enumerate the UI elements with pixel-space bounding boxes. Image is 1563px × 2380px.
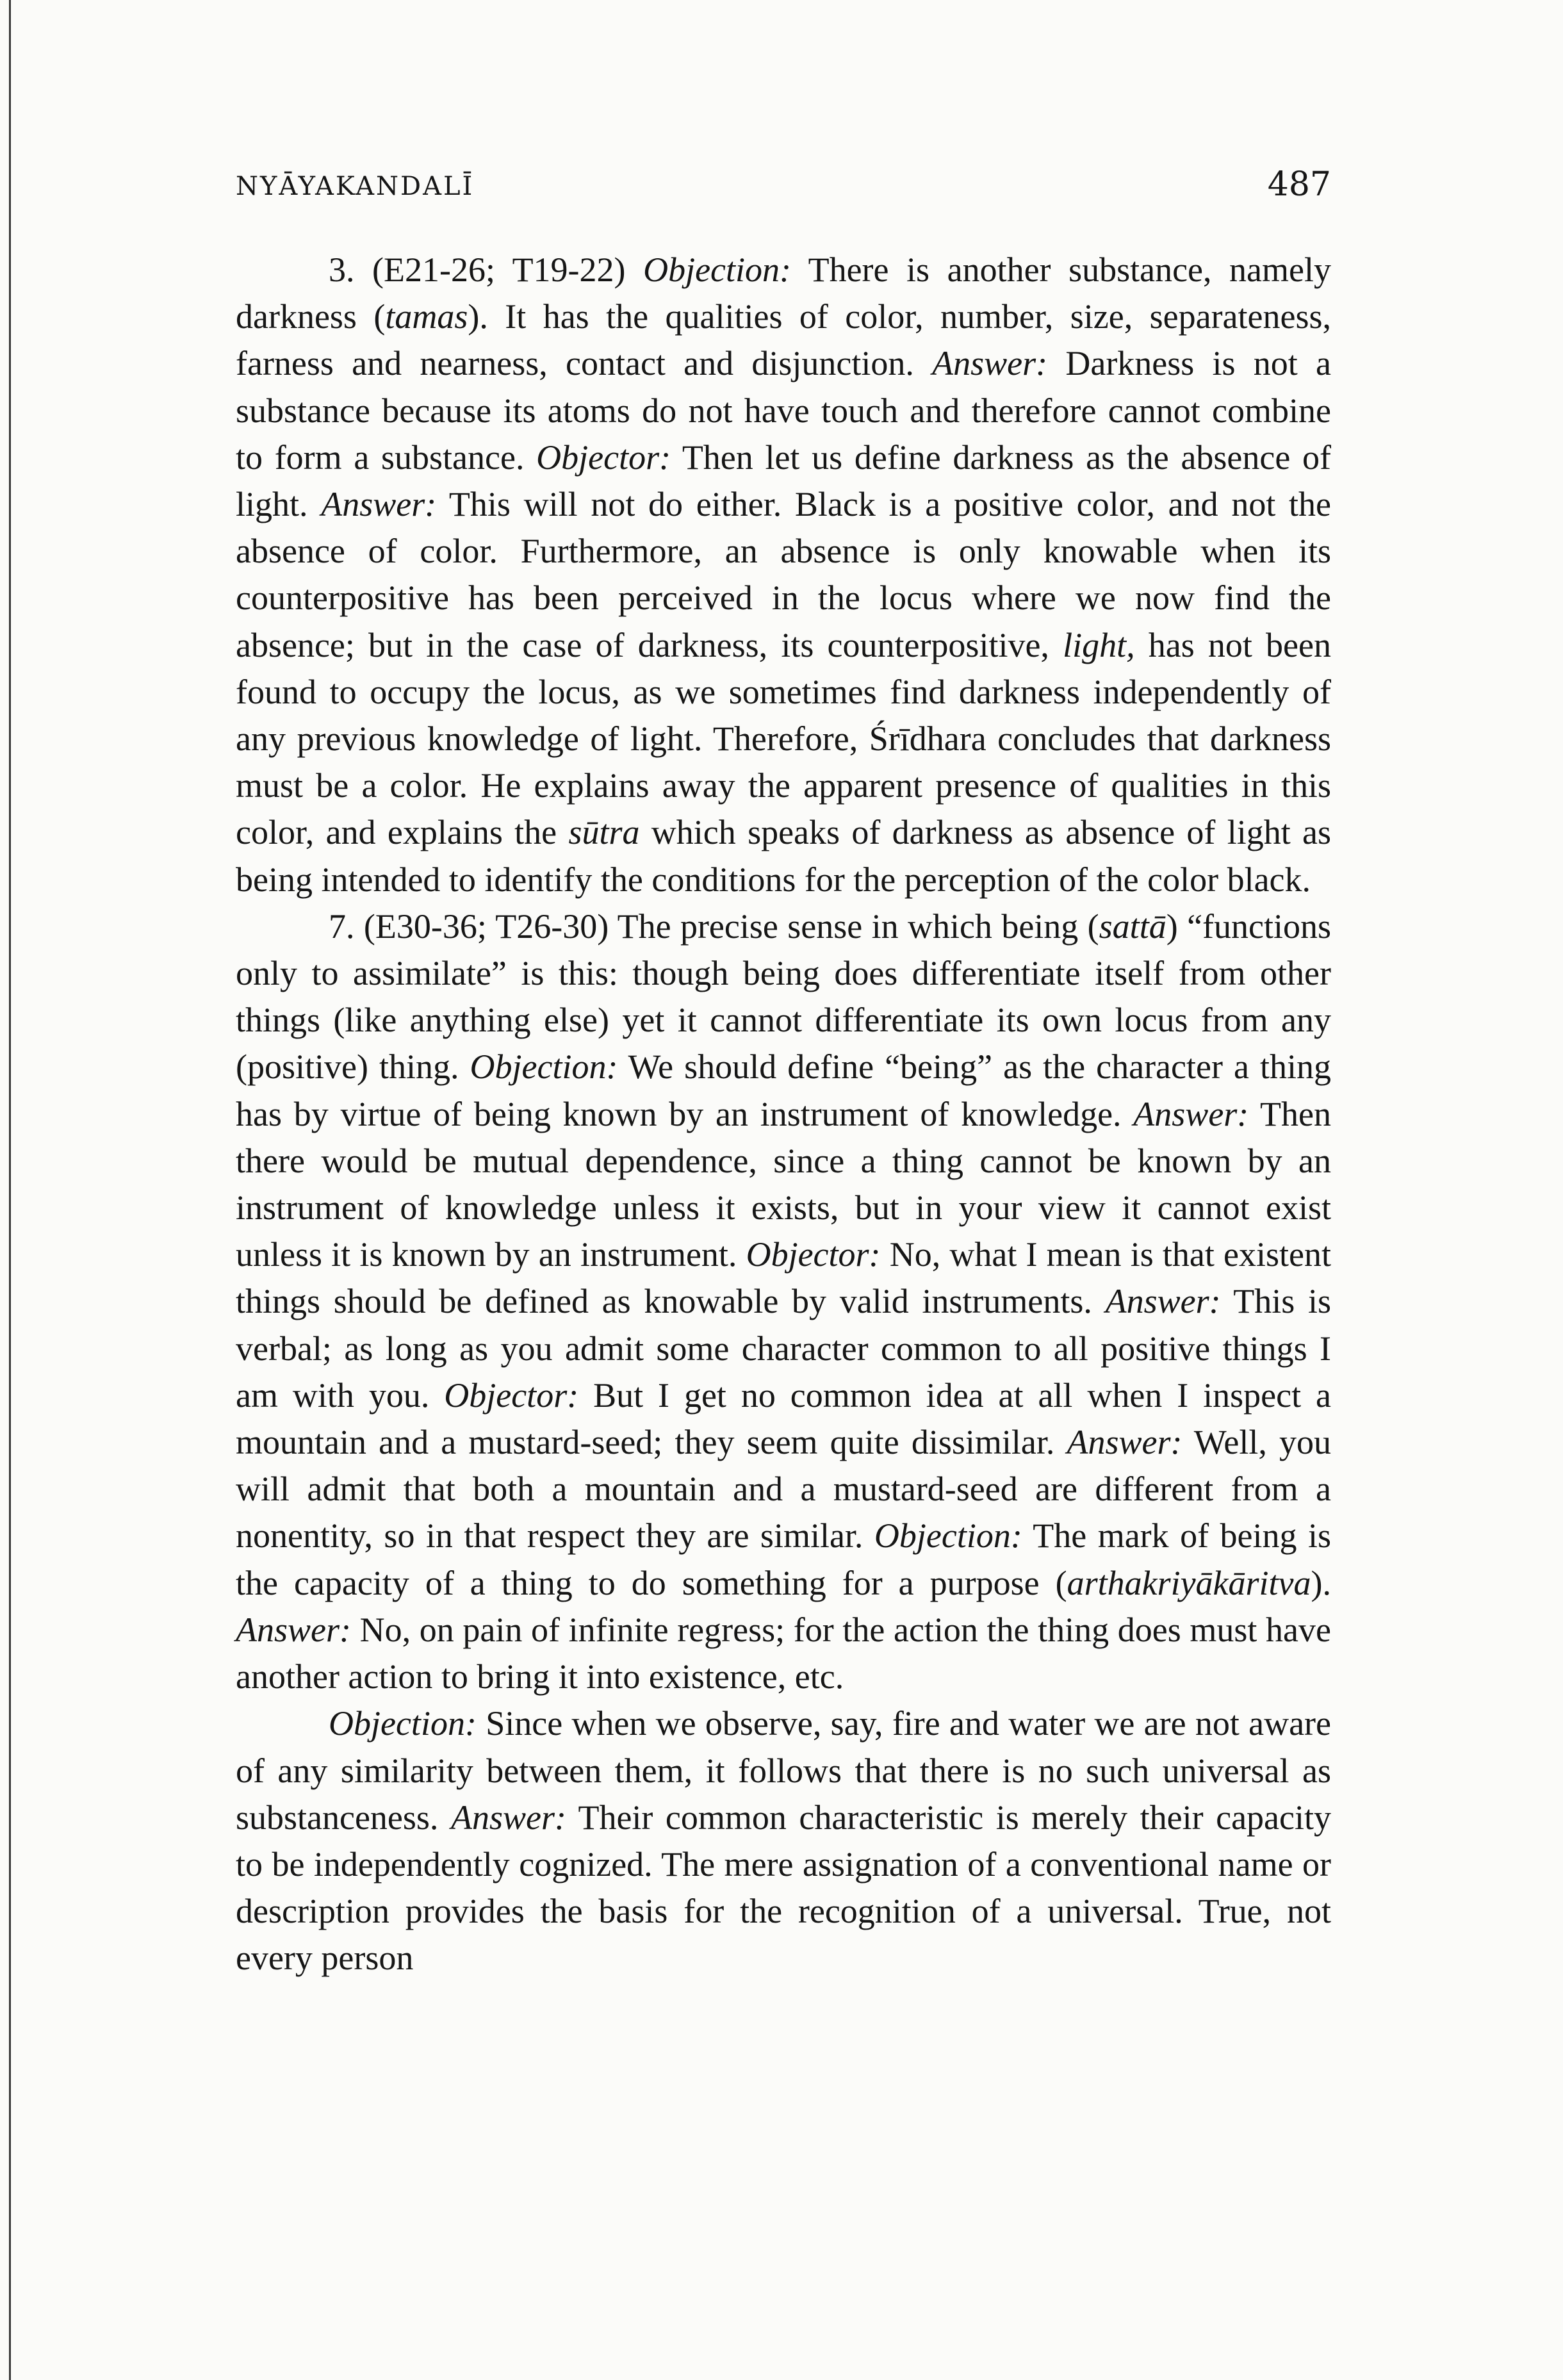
italic-term: Objector:: [444, 1375, 579, 1415]
italic-term: Answer:: [1067, 1423, 1182, 1462]
text-run: Darkness is not a substance because its atoms do not have touch and therefore cannot combine to form a substance.: [236, 344, 1331, 477]
italic-term: Objection:: [470, 1047, 618, 1087]
text-run: ).: [1311, 1563, 1331, 1602]
text-run: This will not do either. Black is a positive color, and not the absence of color. Furthermore, an absence is only knowable when its counterpositive has been perceived in the locus where we now find the absence; but in the case of darkness, its counterpositive,: [236, 485, 1331, 664]
text-run: There is another substance, namely darkness (: [236, 250, 1331, 336]
text-run: 3. (E21-26; T19-22): [329, 250, 644, 289]
body-text: [236, 247, 1331, 1982]
italic-term: sūtra: [568, 813, 640, 852]
text-run: Their common characteristic is merely their capacity to be independently cognized. The mere assignation of a conventional name or description provides the basis for the recognition of a universal. True, not every person: [236, 1798, 1332, 1978]
text-run: But I get no common idea at all when I inspect a mountain and a mustard-seed; they seem quite dissimilar.: [236, 1375, 1331, 1462]
italic-term: Objector:: [746, 1235, 881, 1274]
paragraph-substanceness: [236, 1700, 1331, 1982]
text-run: This is verbal; as long as you admit some character common to all positive things I am with you.: [236, 1282, 1331, 1415]
italic-term: Answer:: [450, 1798, 566, 1837]
page-header: [236, 165, 1331, 204]
italic-term: tamas: [385, 297, 468, 336]
italic-term: Answer:: [236, 1610, 351, 1649]
text-run: ) “functions only to assimilate” is this: though being does differentiate itself from other things (like anything else) yet it cannot differentiate its own locus from any (positive) thing.: [236, 907, 1332, 1087]
text-run: The mark of being is the capacity of a thing to do something for a purpose (: [236, 1516, 1332, 1602]
text-run: Since when we observe, say, fire and water we are not aware of any similarity between them, it follows that there is no such universal as substanceness.: [236, 1704, 1331, 1837]
page-number: 487: [1267, 165, 1331, 204]
text-run: No, on pain of infinite regress; for the action the thing does must have another action to bring it into existence, etc.: [236, 1610, 1331, 1696]
italic-term: Answer:: [1133, 1094, 1249, 1133]
text-run: Well, you will admit that both a mountain and a mustard-seed are different from a nonentity, so in that respect they are similar.: [236, 1423, 1331, 1555]
italic-term: Objection:: [874, 1516, 1022, 1555]
italic-term: Objector:: [536, 438, 671, 477]
italic-term: light,: [1063, 625, 1135, 664]
paragraph-being: [236, 903, 1331, 1700]
italic-term: Objection:: [329, 1704, 477, 1743]
italic-term: arthakriyākāritva: [1067, 1563, 1311, 1602]
italic-term: Answer:: [321, 485, 437, 524]
italic-term: Answer:: [932, 344, 1048, 383]
text-run: ). It has the qualities of color, number, size, separateness, farness and nearness, contact and disjunction.: [236, 297, 1331, 383]
text-run: Then there would be mutual dependence, since a thing cannot be known by an instrument of knowledge unless it exists, but in your view it cannot exist unless it is known by an instrument.: [236, 1094, 1331, 1274]
text-run: has not been found to occupy the locus, as we sometimes find darkness independently of any previous knowledge of light. Therefore, Śrīdhara concludes that darkness must be a color. He explains away the apparent presence of qualities in this color, and explains the: [236, 625, 1331, 852]
running-head: NYĀYAKANDALĪ: [236, 172, 475, 201]
text-run: 7. (E30-36; T26-30) The precise sense in which being (: [329, 907, 1099, 946]
paragraph-darkness: [236, 247, 1331, 903]
text-run: Then let us define darkness as the absence of light.: [236, 438, 1332, 524]
text-run: No, what I mean is that existent things should be defined as knowable by valid instruments.: [236, 1235, 1331, 1321]
text-run: We should define “being” as the character a thing has by virtue of being known by an instrument of knowledge.: [236, 1047, 1331, 1133]
text-run: which speaks of darkness as absence of light as being intended to identify the conditions for the perception of the color black.: [236, 813, 1331, 899]
scan-edge-line: [9, 0, 11, 2380]
italic-term: sattā: [1099, 907, 1166, 946]
italic-term: Answer:: [1105, 1282, 1221, 1321]
italic-term: Objection:: [643, 250, 792, 289]
